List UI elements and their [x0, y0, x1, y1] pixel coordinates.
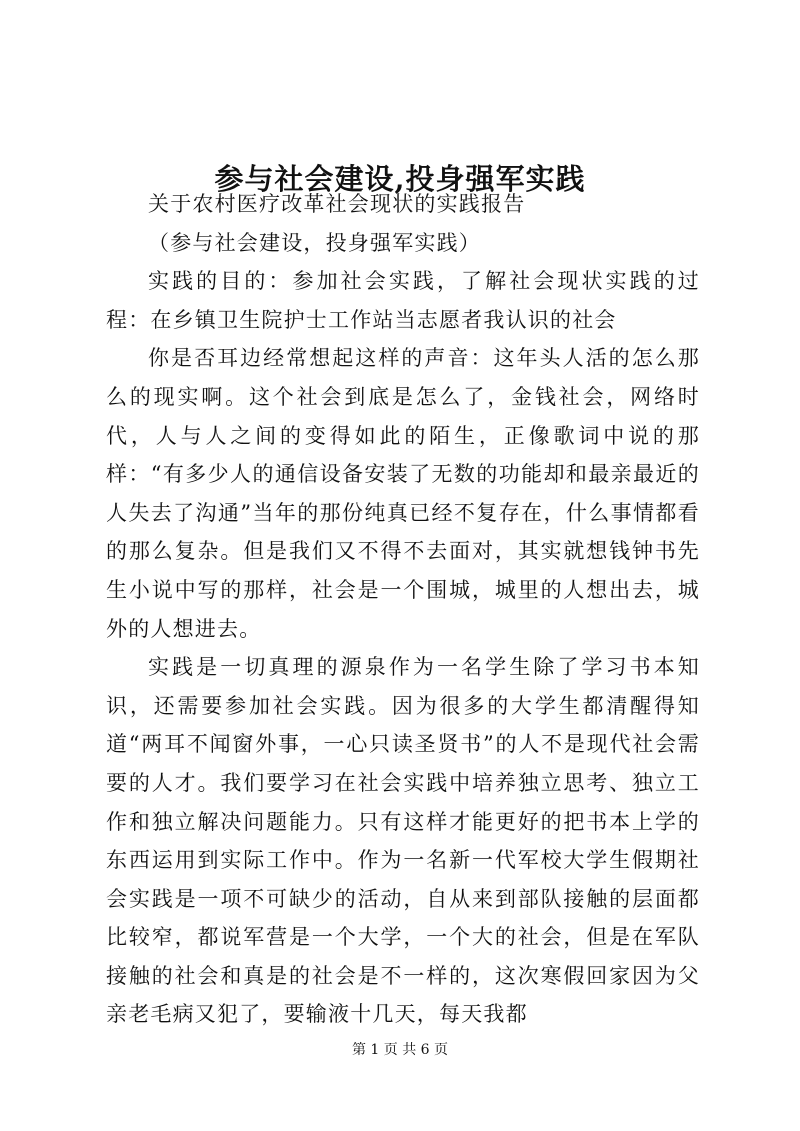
report-theme-note: （参与社会建设，投身强军实践） [148, 230, 481, 255]
body-paragraph: 实践是一切真理的源泉作为一名学生除了学习书本知识，还需要参加社会实践。因为很多的大学生都清醒得知道“两耳不闻窗外事，一心只读圣贤书”的人不是现代社会需要的人才。我们要学习在社会实践中培养独立思考、独立工作和独立解决问题能力。只有这样才能更好的把书本上学的东西运用到实际工作中。作为一名新一代军校大学生假期社会实践是一项不可缺少的活动，自从来到部队接触的层面都比较窄，都说军营是一个大学，一个大的社会，但是在军队接触的社会和真是的社会是不一样的，这次寒假回家因为父亲老毛病又犯了，要输液十几天，每天我都 [106, 655, 700, 1027]
body-paragraph: 实践的目的：参加社会实践，了解社会现状实践的过程：在乡镇卫生院护士工作站当志愿者我认识的社会 [106, 269, 700, 332]
document-body [106, 185, 700, 1034]
body-paragraph: 你是否耳边经常想起这样的声音：这年头人活的怎么那么的现实啊。这个社会到底是怎么了，金钱社会，网络时代，人与人之间的变得如此的陌生，正像歌词中说的那样：“有多少人的通信设备安装了无数的功能却和最亲最近的人失去了沟通”当年的那份纯真已经不复存在，什么事情都看的那么复杂。但是我们又不得不去面对，其实就想钱钟书先生小说中写的那样，社会是一个围城，城里的人想出去，城外的人想进去。 [106, 346, 700, 641]
document-title: 参与社会建设,投身强军实践 [214, 162, 586, 197]
page-number-footer: 第 1 页 共 6 页 [351, 1042, 449, 1058]
report-subtitle: 关于农村医疗改革社会现状的实践报告 [148, 192, 526, 216]
